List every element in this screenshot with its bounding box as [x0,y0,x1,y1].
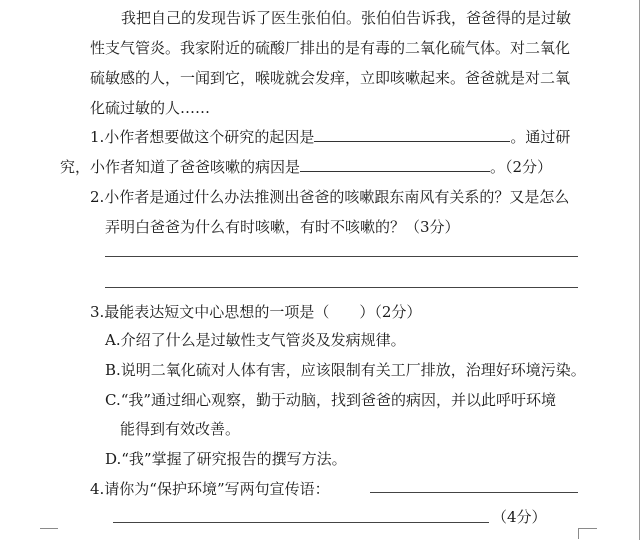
option-a[interactable]: A.介绍了什么是过敏性支气管炎及发病规律。 [105,331,406,349]
question-1-answer-blank-2[interactable] [300,157,490,172]
passage-line-3 [90,68,570,88]
question-2-answer-line-2[interactable] [105,287,578,288]
passage-line-1: 我把自己的发现告诉了医生张伯伯。张伯伯告诉我，爸爸得的是过敏 [121,9,572,27]
question-2-line-2: 弄明白爸爸为什么有时咳嗽，有时不咳嗽的？（3分） [105,218,460,236]
page-corner-mark-left [40,528,58,539]
question-3-stem: 3.最能表达短文中心思想的一项是（ ）（2分） [90,303,422,321]
passage-line-4: 化硫过敏的人…… [90,99,211,117]
question-4-stem: 4.请你为“保护环境”写两句宣传语： [90,480,330,498]
question-4-answer-line-2[interactable] [113,522,489,523]
option-b[interactable]: B.说明二氧化硫对人体有害，应该限制有关工厂排放，治理好环境污染。 [105,361,586,379]
option-c-continued: 能得到有效改善。 [120,420,241,438]
question-4-answer-line-1[interactable] [370,492,578,493]
question-1-answer-blank-1[interactable] [314,127,510,142]
question-1-text-d: 。（2分） [490,158,553,176]
passage-line-2: 性支气管炎。我家附近的硫酸厂排出的是有毒的二氧化硫气体。对二氧化 [90,39,571,57]
question-2-answer-line-1[interactable] [105,256,578,257]
page-corner-mark-right [578,528,597,539]
option-c[interactable]: C.“我”通过细心观察，勤于动脑，找到爸爸的病因，并以此呼吁环境 [105,391,557,409]
question-4-points: （4分） [492,508,547,526]
question-1-line-1 [90,127,570,147]
option-d[interactable]: D.“我”掌握了研究报告的撰写方法。 [105,450,347,468]
question-1-line-2 [60,157,552,177]
question-2-line-1: 2.小作者是通过什么办法推测出爸爸的咳嗽跟东南风有关系的？又是怎么 [90,188,570,206]
question-1-text-b: 。通过研 [510,128,571,146]
passage-line-3-text: 硫敏感的人，一闻到它，喉咙就会发痒，立即咳嗽起来。爸爸就是对二氧 [90,69,571,87]
question-1-text-c: 究，小作者知道了爸爸咳嗽的病因是 [60,158,301,176]
question-1-text-a: 1.小作者想要做这个研究的起因是 [90,128,315,146]
